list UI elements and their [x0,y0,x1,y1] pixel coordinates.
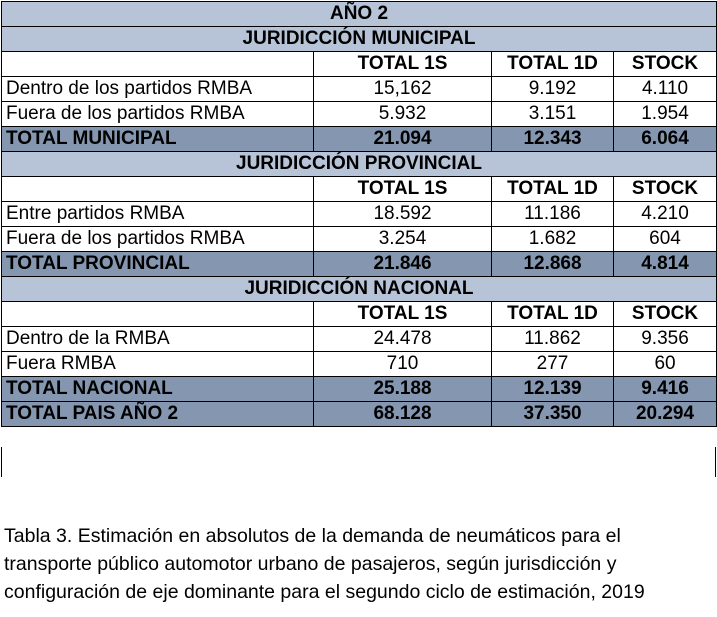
total-label: TOTAL PROVINCIAL [2,252,314,277]
total-label: TOTAL MUNICIPAL [2,127,314,152]
grand-total-1s: 68.128 [314,402,492,427]
row-label: Fuera de los partidos RMBA [2,102,314,127]
total-1s: 25.188 [314,377,492,402]
col-header-stock: STOCK [614,52,717,77]
total-row-municipal [2,127,717,152]
table-blank-footer [1,447,716,477]
table-title: AÑO 2 [2,2,717,27]
table-row [2,352,717,377]
col-header-stock: STOCK [614,302,717,327]
col-header-total-1s: TOTAL 1S [314,52,492,77]
section-title: JURIDICCIÓN PROVINCIAL [2,152,717,177]
cell-total-1s: 5.932 [314,102,492,127]
col-header-total-1s: TOTAL 1S [314,302,492,327]
grand-total-row [2,402,717,427]
col-header-stock: STOCK [614,177,717,202]
cell-total-1d: 9.192 [492,77,614,102]
total-1d: 12.868 [492,252,614,277]
table-caption: Tabla 3. Estimación en absolutos de la demanda de neumáticos para el transporte público automotor urbano de pasajeros, según jurisdicción y configuración de eje dominante para el segundo ciclo de estimación, 2019 [4,524,645,603]
cell-total-1s: 15,162 [314,77,492,102]
col-header-total-1d: TOTAL 1D [492,302,614,327]
table-row [2,77,717,102]
row-label: Fuera RMBA [2,352,314,377]
cell-stock: 1.954 [614,102,717,127]
col-header-total-1s: TOTAL 1S [314,177,492,202]
total-stock: 6.064 [614,127,717,152]
header-blank [2,52,314,77]
col-header-total-1d: TOTAL 1D [492,52,614,77]
total-1d: 12.139 [492,377,614,402]
cell-total-1d: 11.186 [492,202,614,227]
row-label: Entre partidos RMBA [2,202,314,227]
table-row [2,202,717,227]
cell-stock: 4.210 [614,202,717,227]
section-header-nacional [2,277,717,302]
total-stock: 9.416 [614,377,717,402]
total-row-provincial [2,252,717,277]
cell-total-1d: 3.151 [492,102,614,127]
header-blank [2,302,314,327]
cell-stock: 4.110 [614,77,717,102]
table-row [2,327,717,352]
header-blank [2,177,314,202]
cell-total-1s: 3.254 [314,227,492,252]
table-row [2,102,717,127]
column-header-row [2,52,717,77]
cell-total-1s: 18.592 [314,202,492,227]
section-title: JURIDICCIÓN NACIONAL [2,277,717,302]
section-header-municipal [2,27,717,52]
total-1s: 21.846 [314,252,492,277]
row-label: Fuera de los partidos RMBA [2,227,314,252]
demand-table [1,1,717,427]
cell-stock: 604 [614,227,717,252]
cell-total-1d: 11.862 [492,327,614,352]
row-label: Dentro de los partidos RMBA [2,77,314,102]
cell-stock: 60 [614,352,717,377]
cell-total-1s: 710 [314,352,492,377]
total-1d: 12.343 [492,127,614,152]
grand-total-label: TOTAL PAIS AÑO 2 [2,402,314,427]
grand-total-stock: 20.294 [614,402,717,427]
grand-total-1d: 37.350 [492,402,614,427]
cell-total-1d: 1.682 [492,227,614,252]
section-header-provincial [2,152,717,177]
col-header-total-1d: TOTAL 1D [492,177,614,202]
cell-total-1d: 277 [492,352,614,377]
column-header-row [2,302,717,327]
table-row [2,227,717,252]
total-label: TOTAL NACIONAL [2,377,314,402]
cell-total-1s: 24.478 [314,327,492,352]
section-title: JURIDICCIÓN MUNICIPAL [2,27,717,52]
table-title-row [2,2,717,27]
column-header-row [2,177,717,202]
total-1s: 21.094 [314,127,492,152]
row-label: Dentro de la RMBA [2,327,314,352]
cell-stock: 9.356 [614,327,717,352]
total-stock: 4.814 [614,252,717,277]
total-row-nacional [2,377,717,402]
